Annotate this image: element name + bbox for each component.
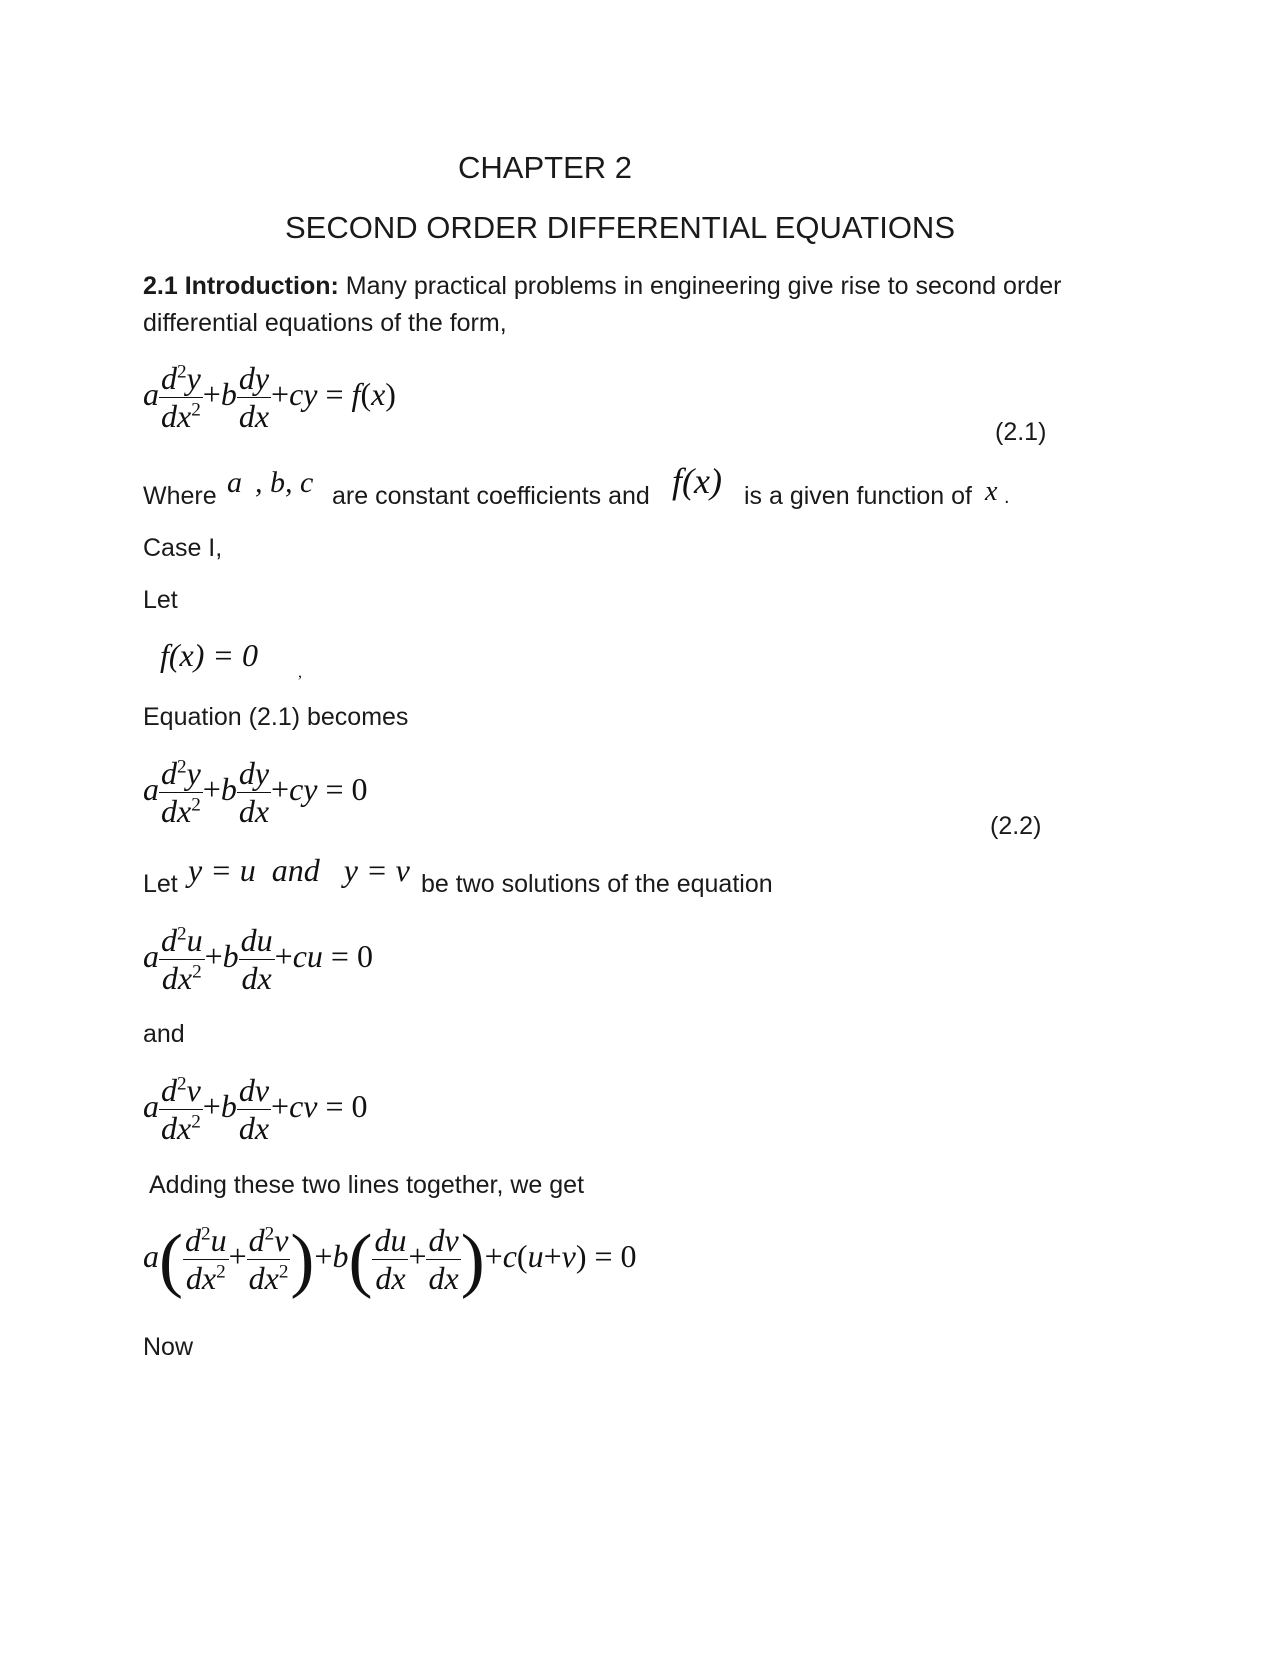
where-label: Where	[143, 482, 217, 510]
frac-d2y-dx2: $\frac{d^2y}{dx^2}$	[161, 360, 201, 434]
and-label: and	[143, 1020, 185, 1048]
frac-dy-dx: $\frac{dy}{dx}$	[238, 360, 270, 434]
where-text-1: are constant coefficients and	[332, 482, 650, 510]
frac-d2v-dx2-c: $\frac{d^2v}{dx^2}$	[248, 1222, 289, 1296]
coeff-a: a	[227, 466, 242, 499]
intro-line-1	[143, 272, 1061, 301]
equation-2-1: a $\frac{d^2y}{dx^2}$ +b $\frac{dy}{dx}$ +cy = f(x)	[143, 360, 396, 434]
frac-d2u-dx2: $\frac{d^2u}{dx^2}$	[161, 922, 203, 996]
equation-v: a $\frac{d^2v}{dx^2}$ +b $\frac{dv}{dx}$ +cv = 0	[143, 1072, 368, 1146]
solutions-expression: y = u and y = v	[188, 852, 410, 888]
adding-label: Adding these two lines together, we get	[149, 1171, 585, 1199]
period: .	[1004, 486, 1010, 508]
frac-dy-dx-b: $\frac{dy}{dx}$	[238, 755, 270, 829]
intro-line-2: differential equations of the form,	[143, 309, 507, 337]
equation-2-2: a $\frac{d^2y}{dx^2}$ +b $\frac{dy}{dx}$ +cy = 0	[143, 755, 368, 829]
let-label-2: Let	[143, 870, 178, 898]
chapter-subtitle: SECOND ORDER DIFFERENTIAL EQUATIONS	[284, 210, 955, 245]
where-text-2: is a given function of	[744, 482, 972, 510]
equation-u: a $\frac{d^2u}{dx^2}$ +b $\frac{du}{dx}$ +cu = 0	[143, 922, 373, 996]
frac-d2y-dx2-b: $\frac{d^2y}{dx^2}$	[161, 755, 201, 829]
now-label: Now	[143, 1333, 194, 1361]
stray-comma: ,	[298, 664, 302, 681]
fx-equals-zero: f(x) = 0	[160, 637, 258, 673]
let-label-1: Let	[143, 586, 178, 614]
right-paren-2: )	[460, 1219, 485, 1300]
equation-combined: a( $\frac{d^2u}{dx^2}$ + $\frac{d^2v}{dx^2}$ )+b( $\frac{du}{dx}$ + $\frac{dv}{dx}$ )+c(u+v) = 0	[143, 1219, 637, 1300]
coeffs-b-c: , b, c	[255, 466, 314, 499]
frac-du-dx-c: $\frac{du}{dx}$	[374, 1222, 407, 1296]
intro-text-1: Many practical problems in engineering give rise to second order	[338, 272, 1062, 300]
intro-label: 2.1 Introduction:	[143, 272, 339, 300]
frac-dv-dx: $\frac{dv}{dx}$	[238, 1072, 270, 1146]
solutions-text: be two solutions of the equation	[421, 870, 773, 898]
right-paren-1: )	[290, 1219, 315, 1300]
left-paren-1: (	[159, 1219, 183, 1300]
x-symbol: x	[985, 476, 998, 507]
frac-dv-dx-c: $\frac{dv}{dx}$	[428, 1222, 459, 1296]
becomes-label: Equation (2.1) becomes	[143, 703, 409, 731]
left-paren-2: (	[348, 1219, 373, 1300]
case-label: Case I,	[143, 534, 223, 562]
equation-number-2-1: (2.1)	[995, 418, 1047, 446]
frac-d2v-dx2: $\frac{d^2v}{dx^2}$	[161, 1072, 201, 1146]
equation-number-2-2: (2.2)	[990, 812, 1042, 840]
fx-symbol: f(x)	[672, 461, 722, 501]
chapter-title: CHAPTER 2	[458, 150, 632, 185]
frac-du-dx: $\frac{du}{dx}$	[240, 922, 273, 996]
frac-d2u-dx2-c: $\frac{d^2u}{dx^2}$	[184, 1222, 227, 1296]
